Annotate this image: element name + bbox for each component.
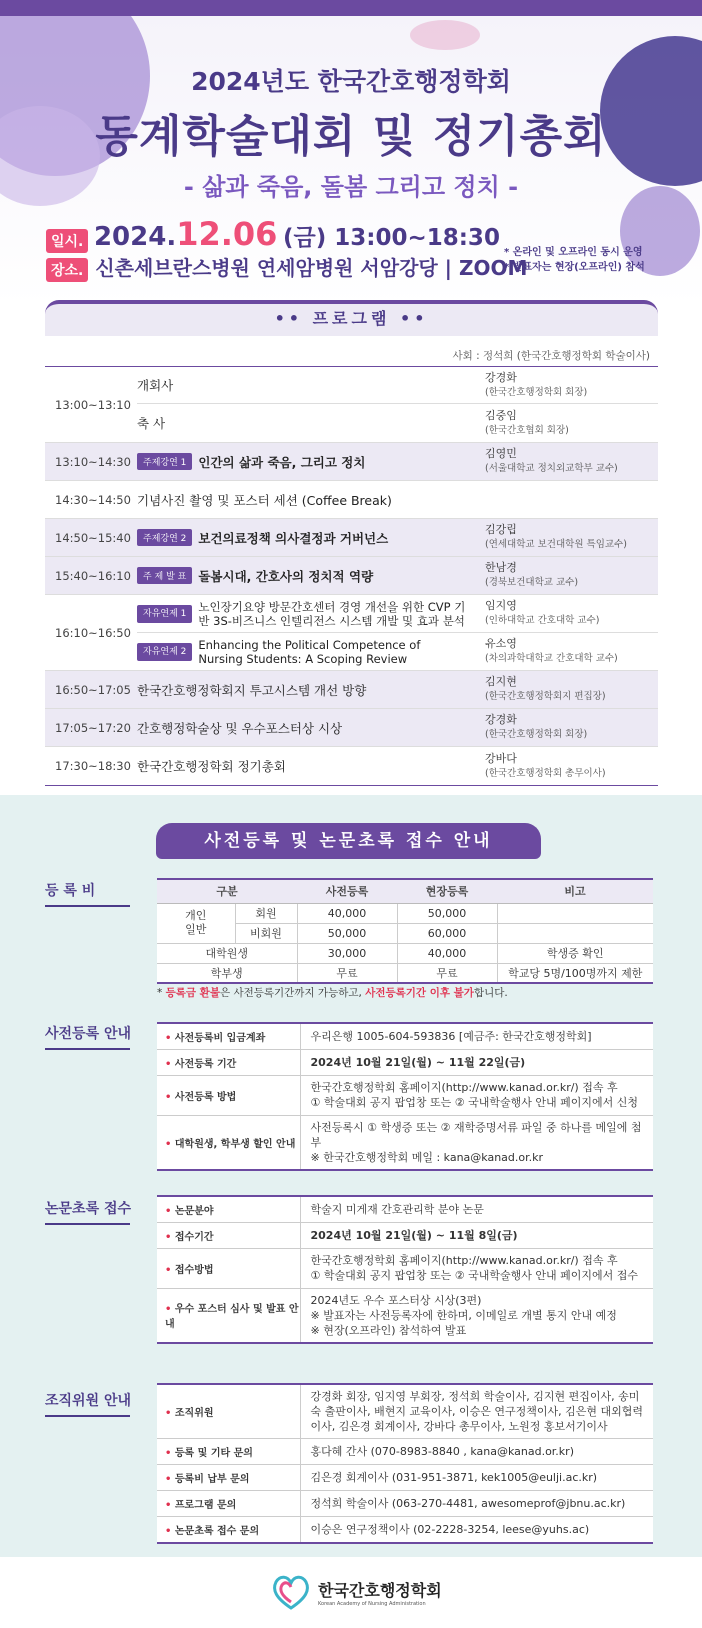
row-time: 13:10~14:30 bbox=[55, 454, 131, 469]
info-value: ※ 발표자는 사전등록자에 한하며, 이메일로 개별 통지 안내 예정 bbox=[310, 1308, 617, 1322]
row-title: 한국간호행정학회지 투고시스템 개선 방향 bbox=[137, 682, 367, 698]
speaker-name: 임지영 bbox=[485, 599, 517, 612]
org-name: 한국간호행정학회 bbox=[318, 1580, 442, 1600]
row-title: 축 사 bbox=[137, 416, 166, 431]
fee-label: 등 록 비 bbox=[45, 880, 130, 907]
row-title: 개회사 bbox=[137, 378, 174, 393]
fee-header: 비고 bbox=[497, 879, 653, 903]
speaker-affiliation: (경북보건대학교 교수) bbox=[485, 577, 579, 588]
speaker-name: 김중임 bbox=[485, 408, 517, 422]
org-name-en: Korean Academy of Nursing Administration bbox=[318, 1600, 426, 1607]
row-time: 14:30~14:50 bbox=[55, 492, 131, 507]
abstract-label: 논문초록 접수 bbox=[45, 1198, 130, 1225]
speaker-affiliation: (한국간호행정학회 회장) bbox=[485, 386, 588, 398]
info-key: • 우수 포스터 심사 및 발표 안내 bbox=[157, 1288, 300, 1343]
row-speaker bbox=[485, 675, 658, 704]
row-speaker bbox=[485, 713, 658, 742]
speaker-affiliation: (한국간호행정학회 총무이사) bbox=[485, 767, 606, 779]
row-speaker bbox=[485, 371, 658, 400]
info-value: 우리은행 1005-604-593836 [예금주: 한국간호행정학회] bbox=[300, 1023, 653, 1049]
speaker-name: 한남경 bbox=[485, 561, 517, 574]
speaker-name: 김강립 bbox=[485, 523, 517, 536]
row-speaker bbox=[485, 599, 658, 628]
fee-pre: 무료 bbox=[297, 963, 397, 983]
speaker-affiliation: (차의과학대학교 간호대학 교수) bbox=[485, 653, 618, 664]
event-subtitle: - 삶과 죽음, 돌봄 그리고 정치 - bbox=[183, 173, 519, 201]
speaker-name: 유소영 bbox=[485, 637, 517, 650]
info-value: 홍다혜 간사 (070-8983-8840 , kana@kanad.or.kr) bbox=[300, 1439, 653, 1465]
note-presenter: * 발표자는 현장(오프라인) 참석 bbox=[504, 262, 645, 273]
fee-header: 사전등록 bbox=[297, 879, 397, 903]
speaker-name: 강경화 bbox=[485, 370, 517, 384]
pre-registration-label: 사전등록 안내 bbox=[45, 1023, 130, 1050]
program-host: 사회 : 정석희 (한국간호행정학회 학술이사) bbox=[452, 350, 650, 362]
row-time: 16:10~16:50 bbox=[55, 625, 131, 640]
fee-pre: 50,000 bbox=[297, 923, 397, 943]
row-speaker bbox=[485, 523, 658, 552]
kana-logo bbox=[270, 1572, 442, 1612]
organizing-label: 조직위원 안내 bbox=[45, 1390, 130, 1417]
info-key: • 접수방법 bbox=[157, 1248, 300, 1288]
fee-onsite: 50,000 bbox=[397, 903, 497, 923]
session-badge: 주 제 발 표 bbox=[137, 567, 192, 584]
session-badge: 주제강연 1 bbox=[137, 453, 192, 470]
session-badge: 자유연제 1 bbox=[137, 605, 192, 623]
fee-refund-note bbox=[157, 985, 508, 1000]
abstract-table bbox=[157, 1195, 653, 1344]
info-key: • 조직위원 bbox=[157, 1384, 300, 1439]
fee-note: 학교당 5명/100명까지 제한 bbox=[497, 963, 653, 983]
row-time: 14:50~15:40 bbox=[55, 530, 131, 545]
info-key: • 사전등록 기간 bbox=[157, 1049, 300, 1075]
info-value: 이승은 연구정책이사 (02-2228-3254, leese@yuhs.ac) bbox=[310, 1522, 590, 1536]
fee-header: 구분 bbox=[157, 879, 297, 903]
event-main-title: 동계학술대회 및 정기총회 bbox=[95, 111, 607, 162]
info-value: ① 학술대회 공지 팝업창 또는 ② 국내학술행사 안내 페이지에서 신청 bbox=[310, 1096, 638, 1109]
fee-onsite: 무료 bbox=[397, 963, 497, 983]
program-table bbox=[45, 366, 658, 786]
speaker-affiliation: (한국간호행정학회지 편집장) bbox=[485, 691, 606, 702]
fee-onsite: 60,000 bbox=[397, 923, 497, 943]
info-key: • 등록비 납부 문의 bbox=[157, 1465, 300, 1491]
speaker-affiliation: (서울대학교 정치외교학부 교수) bbox=[485, 463, 618, 474]
program-row bbox=[45, 671, 658, 709]
fee-note bbox=[497, 903, 653, 923]
event-year-title: 2024년도 한국간호행정학회 bbox=[191, 67, 511, 96]
row-title: 인간의 삶과 죽음, 그리고 정치 bbox=[198, 454, 366, 470]
note-bullet: * bbox=[157, 987, 166, 999]
row-time: 17:05~17:20 bbox=[55, 720, 131, 735]
pre-registration-table bbox=[157, 1022, 653, 1171]
speaker-name: 김지현 bbox=[485, 675, 517, 688]
row-title: 한국간호행정학회 정기총회 bbox=[137, 759, 286, 774]
fee-pre: 30,000 bbox=[297, 943, 397, 963]
place-text: 신촌세브란스병원 연세암병원 서암강당 | ZOOM bbox=[95, 256, 528, 280]
info-value: 학술지 미게재 간호관리학 분야 논문 bbox=[300, 1196, 653, 1222]
fee-type: 대학원생 bbox=[157, 943, 297, 963]
program-row bbox=[45, 747, 658, 785]
row-title: 노인장기요양 방문간호센터 경영 개선을 위한 CVP 기반 3S-비즈니스 인텔리전스 시스템 개발 및 효과 분석 bbox=[198, 599, 466, 628]
row-title: 기념사진 촬영 및 포스터 세션 (Coffee Break) bbox=[137, 492, 392, 508]
info-value: ※ 한국간호행정학회 메일 : kana@kanad.or.kr bbox=[310, 1150, 544, 1164]
info-key: • 논문초록 접수 문의 bbox=[157, 1517, 300, 1543]
fee-header: 현장등록 bbox=[397, 879, 497, 903]
date-time: (금) 13:00~18:30 bbox=[283, 225, 500, 251]
note-text: 은 사전등록기간까지 가능하고, bbox=[219, 987, 366, 999]
info-key: • 접수기간 bbox=[157, 1222, 300, 1248]
info-key: • 등록 및 기타 문의 bbox=[157, 1439, 300, 1465]
fee-note bbox=[497, 923, 653, 943]
decor-petal bbox=[410, 20, 480, 50]
fee-group: 개인 일반 bbox=[157, 903, 235, 943]
info-key: • 사전등록 방법 bbox=[157, 1075, 300, 1115]
info-key: • 사전등록비 입금계좌 bbox=[157, 1023, 300, 1049]
info-value: 한국간호행정학회 홈페이지(http://www.kanad.or.kr/) 접속 후 bbox=[310, 1254, 618, 1267]
note-online: * 온라인 및 오프라인 동시 운영 bbox=[504, 247, 643, 258]
date-tag: 일시. bbox=[46, 229, 88, 253]
row-speaker bbox=[485, 561, 658, 590]
fee-table bbox=[157, 878, 653, 984]
speaker-affiliation: (인하대학교 간호대학 교수) bbox=[485, 615, 600, 626]
row-speaker bbox=[485, 637, 658, 666]
speaker-affiliation: (연세대학교 보건대학원 특임교수) bbox=[485, 539, 627, 550]
date-row bbox=[46, 215, 500, 253]
program-row bbox=[45, 481, 658, 519]
info-key: • 프로그램 문의 bbox=[157, 1491, 300, 1517]
fee-type: 회원 bbox=[235, 903, 297, 923]
info-value: 강경화 회장, 임지영 부회장, 정석희 학술이사, 김지현 편집이사, 송미숙 출판이사, 배현지 교육이사, 이승은 연구정책이사, 김은현 대외협력이사, 김은경 회계이사, 강바다 총무이사, 노원정 홍보서기이사 bbox=[300, 1384, 653, 1439]
info-value: 한국간호행정학회 홈페이지(http://www.kanad.or.kr/) 접속 후 bbox=[310, 1081, 618, 1094]
speaker-affiliation: (한국간호협회 회장) bbox=[485, 424, 569, 436]
registration-section-title: 사전등록 및 논문초록 접수 안내 bbox=[156, 823, 541, 859]
date-year: 2024. bbox=[93, 222, 177, 252]
row-speaker bbox=[485, 409, 658, 438]
info-key: • 대학원생, 학부생 할인 안내 bbox=[157, 1115, 300, 1170]
row-speaker bbox=[485, 752, 658, 781]
session-badge: 주제강연 2 bbox=[137, 529, 192, 546]
speaker-name: 강경화 bbox=[485, 713, 517, 726]
info-value: 2024년도 우수 포스터상 시상(3편) bbox=[310, 1293, 482, 1307]
attendance-notes bbox=[504, 245, 645, 275]
speaker-affiliation: (한국간호행정학회 회장) bbox=[485, 729, 588, 740]
organizing-table bbox=[157, 1383, 653, 1544]
info-key: • 논문분야 bbox=[157, 1196, 300, 1222]
fee-pre: 40,000 bbox=[297, 903, 397, 923]
speaker-name: 강바다 bbox=[485, 751, 517, 765]
deadline-emphasis: 사전등록기간 이후 불가 bbox=[365, 987, 474, 999]
info-value: ① 학술대회 공지 팝업창 또는 ② 국내학술행사 안내 페이지에서 접수 bbox=[310, 1269, 638, 1282]
row-time: 15:40~16:10 bbox=[55, 568, 131, 583]
program-row bbox=[45, 367, 658, 443]
info-value: 2024년 10월 21일(월) ~ 11월 22일(금) bbox=[300, 1049, 653, 1075]
program-row bbox=[45, 595, 658, 671]
program-row bbox=[45, 557, 658, 595]
row-time: 13:00~13:10 bbox=[55, 397, 131, 412]
place-tag: 장소. bbox=[46, 258, 88, 282]
top-bar bbox=[0, 0, 702, 16]
program-row bbox=[45, 443, 658, 481]
info-value: 사전등록시 ① 학생증 또는 ② 재학증명서류 파일 중 하나를 메일에 첨부 bbox=[310, 1120, 642, 1149]
fee-onsite: 40,000 bbox=[397, 943, 497, 963]
place-row bbox=[46, 252, 527, 282]
fee-type: 학부생 bbox=[157, 963, 297, 983]
program-row bbox=[45, 709, 658, 747]
heart-logo-icon bbox=[270, 1572, 312, 1612]
fee-note: 학생증 확인 bbox=[497, 943, 653, 963]
info-value: ※ 현장(오프라인) 참석하여 발표 bbox=[310, 1323, 467, 1337]
row-time: 17:30~18:30 bbox=[55, 759, 131, 773]
row-title: 보건의료정책 의사결정과 거버넌스 bbox=[198, 530, 389, 546]
session-badge: 자유연제 2 bbox=[137, 643, 192, 661]
info-value: 김은경 회계이사 (031-951-3871, kek1005@eulji.ac.kr) bbox=[300, 1465, 653, 1491]
row-title: 간호행정학술상 및 우수포스터상 시상 bbox=[137, 720, 343, 736]
row-title: 돌봄시대, 간호사의 정치적 역량 bbox=[198, 568, 374, 584]
info-value: 정석희 학술이사 (063-270-4481, awesomeprof@jbnu.ac.kr) bbox=[300, 1491, 653, 1517]
fee-type: 비회원 bbox=[235, 923, 297, 943]
row-title: Enhancing the Political Competence of Nursing Students: A Scoping Review bbox=[198, 637, 421, 666]
refund-emphasis: 등록금 환불 bbox=[165, 987, 220, 999]
speaker-name: 김영민 bbox=[485, 447, 517, 460]
date-month-day: 12.06 bbox=[176, 215, 278, 253]
note-text: 합니다. bbox=[473, 987, 508, 999]
row-speaker bbox=[485, 447, 658, 476]
row-time: 16:50~17:05 bbox=[55, 682, 131, 697]
program-row bbox=[45, 519, 658, 557]
program-header: •• 프로그램 •• bbox=[45, 300, 658, 336]
info-value: 2024년 10월 21일(월) ~ 11월 8일(금) bbox=[300, 1222, 653, 1248]
